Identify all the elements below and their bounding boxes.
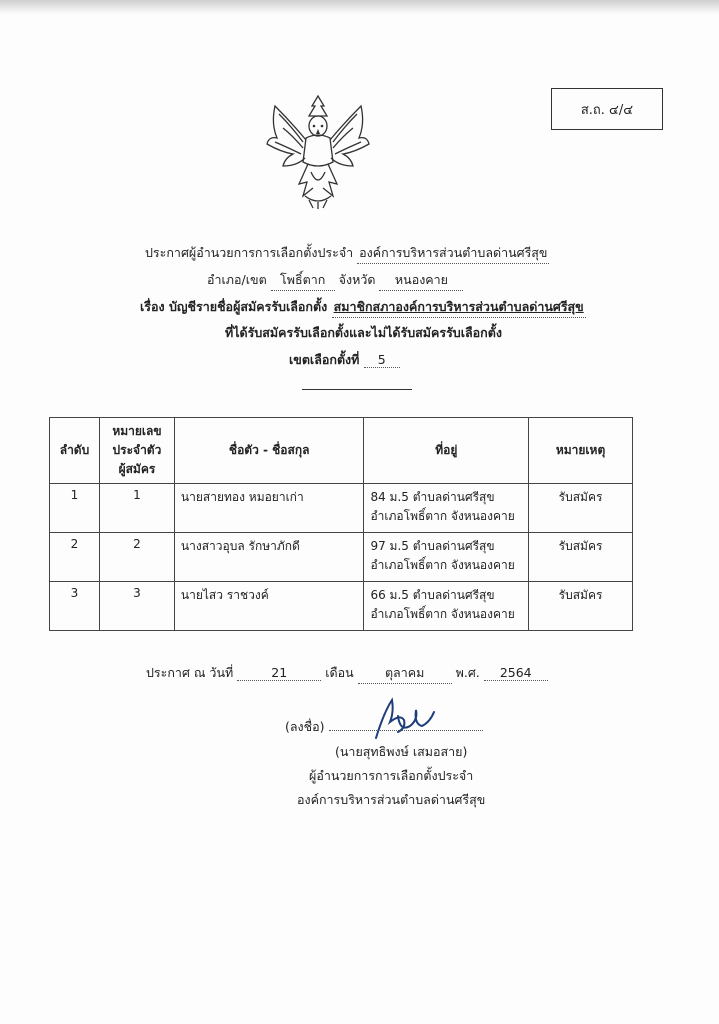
amphoe-value: โพธิ์ตาก [271,270,335,291]
cell-name: นางสาวอุบล รักษาภักดี [174,533,364,582]
address-line-2: อำเภอโพธิ์ตาก จังหนองคาย [370,509,515,523]
header-no-line: ประจำตัว [112,443,162,457]
heading-prefix: ประกาศผู้อำนวยการการเลือกตั้งประจำ [145,245,354,260]
amphoe-label: อำเภอ/เขต [207,272,267,287]
header-order: ลำดับ [50,418,100,484]
address-line-2: อำเภอโพธิ์ตาก จังหนองคาย [370,607,515,621]
cell-address [364,582,529,631]
header-remark: หมายเหตุ [529,418,633,484]
signer-title-2: องค์การบริหารส่วนตำบลด่านศรีสุข [297,792,486,807]
form-code-box [551,88,663,130]
cell-remark: รับสมัคร [529,484,633,533]
cell-remark: รับสมัคร [529,533,633,582]
table-row [50,484,633,533]
sign-label: (ลงชื่อ) [285,719,325,734]
scan-edge-shadow [0,0,719,14]
cell-order: 3 [50,582,100,631]
subject-prefix: เรื่อง บัญชีรายชื่อผู้สมัครรับเลือกตั้ง [140,299,328,314]
header-name: ชื่อตัว - ชื่อสกุล [174,418,364,484]
heading-divider [302,389,412,390]
announce-label: ประกาศ ณ วันที่ [146,665,234,680]
cell-number: 2 [99,533,174,582]
table-header-row [50,418,633,484]
cell-name: นายไสว ราชวงค์ [174,582,364,631]
address-line-1: 97 ม.5 ตำบลด่านศรีสุข [370,539,495,553]
subject-position: สมาชิกสภาองค์การบริหารส่วนตำบลด่านศรีสุข [332,297,586,318]
header-no-line: หมายเลข [112,424,162,438]
header-no-line: ผู้สมัคร [118,462,156,476]
header-candidate-number [99,418,174,484]
signer-title-1: ผู้อำนวยการการเลือกตั้งประจำ [309,768,474,783]
heading-line-2 [207,270,463,291]
province-value: หนองคาย [379,270,463,291]
organization-value: องค์การบริหารส่วนตำบลด่านศรีสุข [357,243,549,264]
table-row [50,533,633,582]
subject-text: ที่ได้รับสมัครรับเลือกตั้งและไม่ได้รับสมัครรับเลือกตั้ง [225,325,502,340]
address-line-1: 84 ม.5 ตำบลด่านศรีสุข [370,490,495,504]
cell-order: 1 [50,484,100,533]
table-row [50,582,633,631]
month-value: ตุลาคม [358,663,452,684]
zone-label: เขตเลือกตั้งที่ [289,352,360,367]
year-value: 2564 [484,665,548,681]
signer-name: (นายสุทธิพงษ์ เสมอสาย) [335,744,468,759]
year-label: พ.ศ. [455,665,480,680]
form-code: ส.ถ. ๔/๔ [580,102,634,118]
address-line-2: อำเภอโพธิ์ตาก จังหนองคาย [370,558,515,572]
handwritten-signature-icon [370,692,440,744]
subject-line-2 [225,323,502,343]
heading-line-1 [145,243,549,264]
cell-number: 3 [99,582,174,631]
address-line-1: 66 ม.5 ตำบลด่านศรีสุข [370,588,495,602]
header-address: ที่อยู่ [364,418,529,484]
cell-name: นายสายทอง หมอยาเก่า [174,484,364,533]
zone-line [289,350,400,370]
cell-address [364,484,529,533]
province-label: จังหวัด [338,272,376,287]
subject-line-1 [140,297,586,318]
month-label: เดือน [325,665,354,680]
announce-date-line [146,663,548,684]
zone-value: 5 [364,352,400,368]
candidate-table [49,417,633,631]
day-value: 21 [237,665,321,681]
cell-remark: รับสมัคร [529,582,633,631]
cell-order: 2 [50,533,100,582]
cell-number: 1 [99,484,174,533]
garuda-emblem-icon [263,92,373,210]
cell-address [364,533,529,582]
